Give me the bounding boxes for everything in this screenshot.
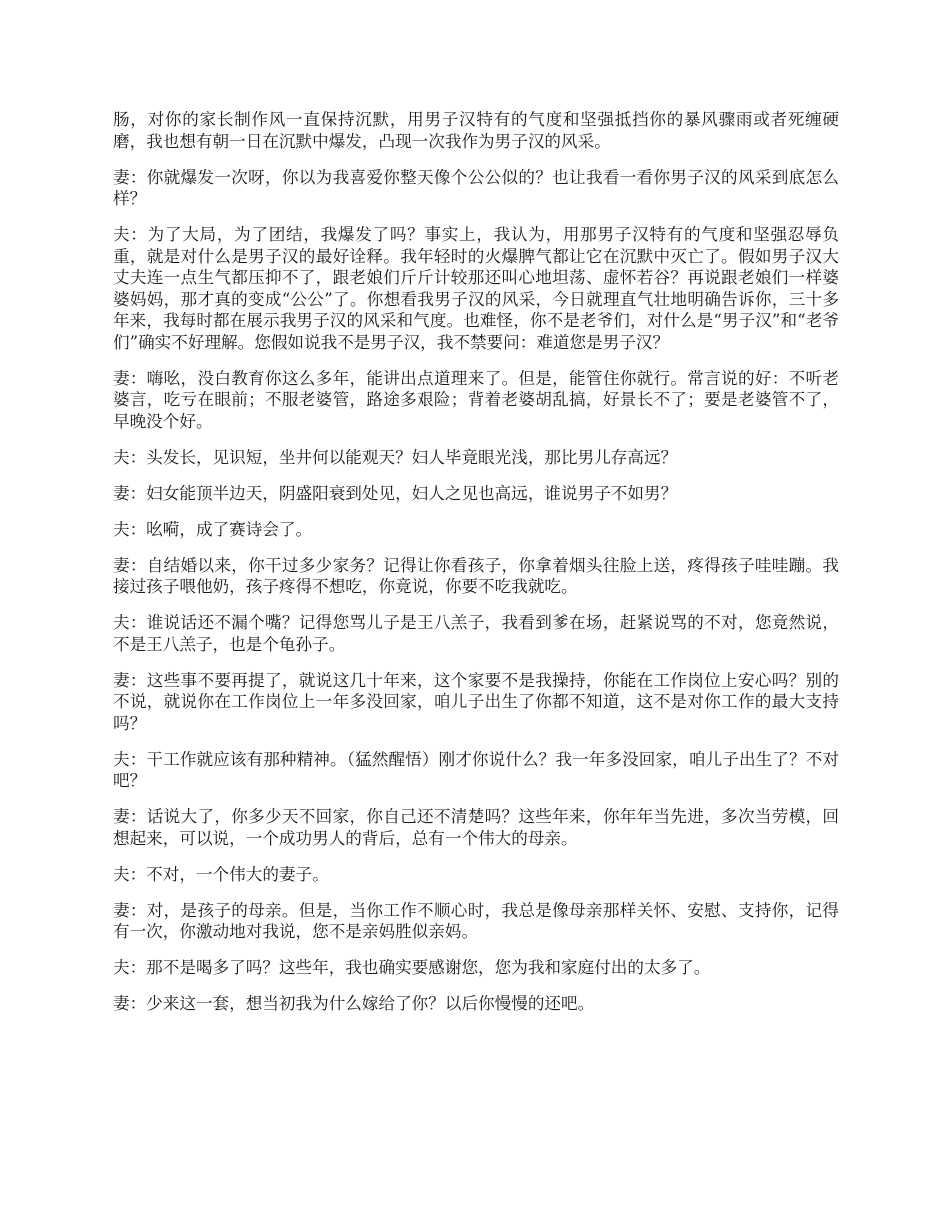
paragraph-wife-6: 妻：话说大了，你多少天不回家，你自己还不清楚吗？这些年来，你年年当先进，多次当劳模，回想起来，可以说，一个成功男人的背后，总有一个伟大的母亲。 bbox=[113, 807, 839, 848]
paragraph-husband-1: 夫：为了大局，为了团结，我爆发了吗？事实上，我认为，用那男子汉特有的气度和坚强忍辱负重，就是对什么是男子汉的最好诠释。我年轻时的火爆脾气都让它在沉默中灭亡了。假如男子汉大丈夫连一点生气都压抑不了，跟老娘们斤斤计较那还叫心地坦荡、虚怀若谷？再说跟老娘们一样婆婆妈妈，那才真的变成“公公”了。你想看我男子汉的风采，今日就理直气壮地明确告诉你，三十多年来，我每时都在展示我男子汉的风采和气度。也难怪，你不是老爷们，对什么是“男子汉”和“老爷们”确实不好理解。您假如说我不是男子汉，我不禁要问：难道您是男子汉？ bbox=[113, 225, 839, 352]
paragraph-wife-1: 妻：你就爆发一次呀，你以为我喜爱你整天像个公公似的？也让我看一看你男子汉的风采到底怎么样？ bbox=[113, 167, 839, 208]
paragraph-intro: 肠，对你的家长制作风一直保持沉默，用男子汉特有的气度和坚强抵挡你的暴风骤雨或者死缠硬磨，我也想有朝一日在沉默中爆发，凸现一次我作为男子汉的风采。 bbox=[113, 110, 839, 151]
paragraph-wife-2: 妻：嗨吆，没白教育你这么多年，能讲出点道理来了。但是，能管住你就行。常言说的好：不听老婆言，吃亏在眼前；不服老婆管，路途多艰险；背着老婆胡乱搞，好景长不了；要是老婆管不了，早晚没个好。 bbox=[113, 368, 839, 431]
paragraph-wife-3: 妻：妇女能顶半边天，阴盛阳衰到处见，妇人之见也高远，谁说男子不如男？ bbox=[113, 483, 678, 503]
paragraph-wife-5: 妻：这些事不要再提了，就说这几十年来，这个家要不是我操持，你能在工作岗位上安心吗？别的不说，就说你在工作岗位上一年多没回家，咱儿子出生了你都不知道，这不是对你工作的最大支持吗？ bbox=[113, 670, 839, 733]
paragraph-wife-8: 妻：少来这一套，想当初我为什么嫁给了你？以后你慢慢的还吧。 bbox=[113, 994, 595, 1013]
paragraph-wife-4: 妻：自结婚以来，你干过多少家务？记得让你看孩子，你拿着烟头往脸上送，疼得孩子哇哇蹦。我接过孩子喂他奶，孩子疼得不想吃，你竟说，你要不吃我就吃。 bbox=[113, 555, 839, 596]
paragraph-husband-4: 夫：谁说话还不漏个嘴？记得您骂儿子是王八羔子，我看到爹在场，赶紧说骂的不对，您竟然说，不是王八羔子，也是个龟孙子。 bbox=[113, 613, 839, 654]
paragraph-husband-6: 夫：不对，一个伟大的妻子。 bbox=[113, 864, 329, 884]
paragraph-husband-5: 夫：干工作就应该有那种精神。（猛然醒悟）刚才你说什么？我一年多没回家，咱儿子出生了？不对吧？ bbox=[113, 749, 839, 790]
paragraph-husband-2: 夫：头发长，见识短，坐井何以能观天？妇人毕竟眼光浅，那比男儿存高远？ bbox=[113, 447, 678, 467]
paragraph-husband-7: 夫：那不是喝多了吗？这些年，我也确实要感谢您，您为我和家庭付出的太多了。 bbox=[113, 958, 711, 977]
paragraph-husband-3: 夫：吆嗬，成了赛诗会了。 bbox=[113, 519, 313, 539]
document-body bbox=[113, 109, 839, 1029]
paragraph-wife-7: 妻：对，是孩子的母亲。但是，当你工作不顺心时，我总是像母亲那样关怀、安慰、支持你，记得有一次，你激动地对我说，您不是亲妈胜似亲妈。 bbox=[113, 900, 839, 941]
